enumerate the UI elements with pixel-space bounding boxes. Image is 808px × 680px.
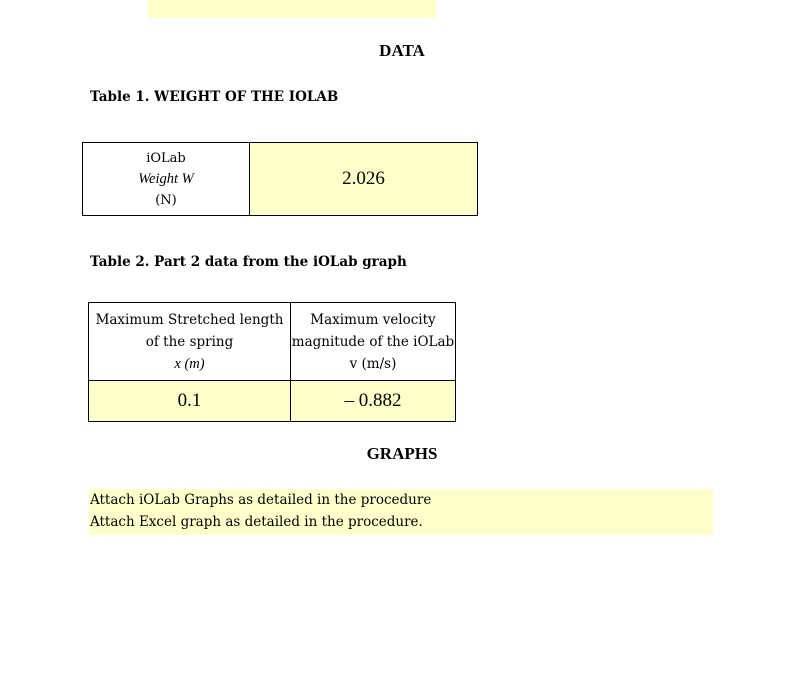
header-stretched-length-line3: x (m): [174, 355, 205, 372]
stretched-length-value-cell[interactable]: 0.1: [89, 381, 291, 422]
header-stretched-length-line1: Maximum Stretched length: [95, 311, 284, 328]
header-stretched-length: [89, 303, 291, 381]
graphs-heading: GRAPHS: [366, 444, 438, 463]
weight-value-cell[interactable]: 2.026: [250, 143, 478, 216]
table2-caption: Table 2. Part 2 data from the iOLab graph: [90, 254, 407, 270]
header-max-velocity-line2: magnitude of the iOLab: [291, 333, 455, 350]
header-max-velocity-line3: v (m/s): [349, 355, 397, 372]
attach-iolab-line: Attach iOLab Graphs as detailed in the procedure: [90, 492, 432, 508]
header-stretched-length-line2: of the spring: [145, 333, 234, 350]
table-row: [83, 143, 478, 216]
attach-graphs-block[interactable]: [89, 489, 713, 535]
weight-label-line1: iOLab: [146, 150, 186, 166]
weight-table: [82, 142, 478, 216]
max-velocity-value-cell[interactable]: – 0.882: [291, 381, 456, 422]
attach-excel-line: Attach Excel graph as detailed in the procedure.: [90, 514, 423, 530]
weight-label-cell: [83, 143, 250, 216]
table1-caption: Table 1. WEIGHT OF THE IOLAB: [90, 89, 339, 105]
header-max-velocity-line1: Maximum velocity: [310, 311, 436, 328]
spring-data-table: [88, 302, 456, 422]
table-row: [89, 381, 456, 422]
table-header-row: [89, 303, 456, 381]
data-heading: DATA: [379, 41, 425, 60]
weight-label-line2: Weight W: [138, 170, 194, 187]
weight-label-line3: (N): [155, 192, 177, 208]
header-max-velocity: [291, 303, 456, 381]
top-highlight-strip: [148, 0, 436, 18]
